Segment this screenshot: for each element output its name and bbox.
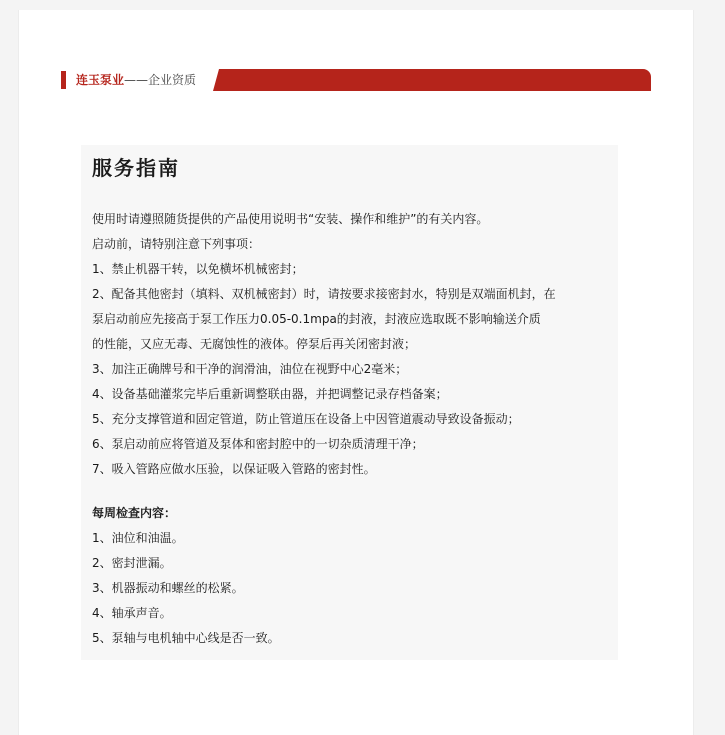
document-page bbox=[18, 10, 694, 735]
list-item: 5、充分支撑管道和固定管道，防止管道压在设备上中因管道震动导致设备振动； bbox=[92, 412, 520, 426]
list-item: 4、设备基础灌浆完毕后重新调整联由器，并把调整记录存档备案； bbox=[92, 387, 448, 401]
weekly-list-item: 2、密封泄漏。 bbox=[92, 556, 172, 570]
list-item: 6、泵启动前应将管道及泵体和密封腔中的一切杂质清理干净； bbox=[92, 437, 424, 451]
header-brand: 连玉泵业 bbox=[76, 73, 125, 87]
intro-text: 使用时请遵照随货提供的产品使用说明书“安装、操作和维护”的有关内容。 bbox=[92, 212, 489, 226]
list-item: 3、加注正确牌号和干净的润滑油，油位在视野中心2毫米； bbox=[92, 362, 408, 376]
page-title: 服务指南 bbox=[92, 156, 180, 180]
list-item: 7、吸入管路应做水压验，以保证吸入管路的密封性。 bbox=[92, 462, 376, 476]
service-guide-panel bbox=[81, 145, 618, 660]
weekly-list-item: 5、泵轴与电机轴中心线是否一致。 bbox=[92, 631, 280, 645]
list-item: 2、配备其他密封（填料、双机械密封）时，请按要求接密封水，特别是双端面机封，在 bbox=[92, 287, 556, 301]
weekly-list-item: 1、油位和油温。 bbox=[92, 531, 184, 545]
weekly-list-item: 4、轴承声音。 bbox=[92, 606, 172, 620]
header-label bbox=[76, 72, 196, 88]
header-section: 企业资质 bbox=[148, 73, 197, 87]
section-header-bar bbox=[61, 69, 653, 91]
before-start-heading: 启动前，请特别注意下列事项： bbox=[92, 237, 261, 251]
header-accent-mark bbox=[61, 71, 66, 89]
header-red-banner bbox=[213, 69, 651, 91]
list-item: 的性能，又应无毒、无腐蚀性的液体。停泵后再关闭密封液； bbox=[92, 337, 417, 351]
weekly-heading: 每周检查内容： bbox=[92, 506, 177, 520]
weekly-list-item: 3、机器振动和螺丝的松紧。 bbox=[92, 581, 244, 595]
list-item: 泵启动前应先接高于泵工作压力0.05-0.1mpa的封液，封液应选取既不影响输送介质 bbox=[92, 312, 541, 326]
header-separator: —— bbox=[124, 73, 149, 87]
list-item: 1、禁止机器干转，以免横坏机械密封； bbox=[92, 262, 304, 276]
